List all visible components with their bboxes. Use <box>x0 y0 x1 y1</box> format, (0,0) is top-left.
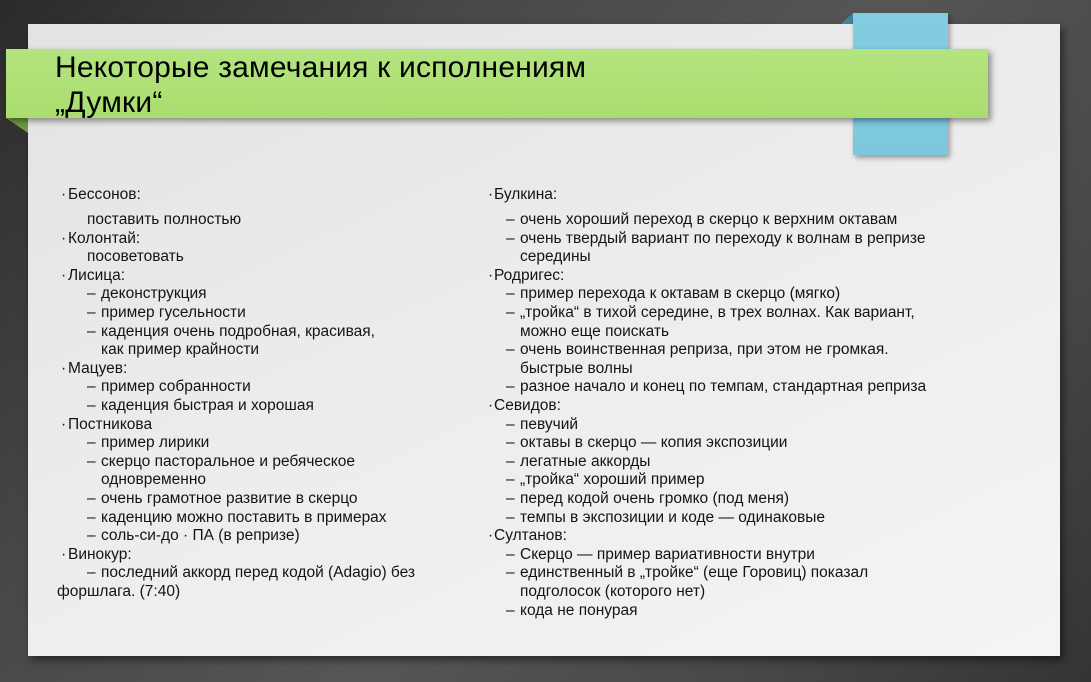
bullet-dot: · <box>61 229 67 247</box>
bullet-dash: – <box>87 564 96 582</box>
bullet-dash: – <box>87 378 96 396</box>
line-text: форшлага. (7:40) <box>57 582 181 600</box>
line-text: как пример крайности <box>101 341 260 359</box>
line-text: скерцо пасторальное и ребяческое <box>101 452 355 470</box>
list-line <box>56 434 484 453</box>
line-text: пример лирики <box>101 434 210 452</box>
line-text: очень твердый вариант по переходу к волнам в репризе <box>520 229 926 247</box>
line-text: каденцию можно поставить в примерах <box>101 508 387 526</box>
bullet-dash: – <box>87 304 96 322</box>
notes-column-right <box>488 186 988 620</box>
notes-column-left <box>56 186 484 602</box>
list-line <box>488 527 988 546</box>
line-text: очень грамотное развитие в скерцо <box>101 490 358 507</box>
bullet-dash: – <box>506 229 515 247</box>
line-text: Севидов: <box>494 397 561 415</box>
line-text: поставить полностью <box>87 211 242 229</box>
line-text: можно еще поискать <box>520 322 670 340</box>
bullet-dash: – <box>87 508 96 526</box>
list-line <box>488 360 988 379</box>
line-text: соль-си-до · ПА (в репризе) <box>101 527 300 545</box>
list-line <box>488 378 988 397</box>
list-line <box>488 323 988 342</box>
line-text: одновременно <box>101 471 206 489</box>
line-text: октавы в скерцо — копия экспозиции <box>520 434 788 452</box>
list-line <box>56 546 484 565</box>
list-line <box>56 378 484 397</box>
title-banner <box>6 49 988 118</box>
bullet-dash: – <box>87 322 96 340</box>
list-line <box>56 583 484 602</box>
list-line <box>488 471 988 490</box>
bullet-dash: – <box>87 285 96 303</box>
list-line <box>56 564 484 583</box>
bullet-dash: – <box>506 508 515 526</box>
bullet-dot: · <box>61 186 67 203</box>
list-line <box>488 248 988 267</box>
line-text: очень воинственная реприза, при этом не громкая. <box>520 341 889 359</box>
line-text: Султанов: <box>494 527 567 545</box>
bullet-dash: – <box>506 285 515 303</box>
line-text: Колонтай: <box>68 229 141 247</box>
line-text: Лисица: <box>68 266 126 284</box>
line-text: посоветовать <box>87 248 184 266</box>
list-line <box>488 546 988 565</box>
bullet-dash: – <box>87 527 96 545</box>
list-line <box>56 453 484 472</box>
page-title-line1: Некоторые замечания к исполнениям <box>55 51 587 84</box>
blue-ribbon-fold <box>841 13 853 24</box>
line-text: кода не понурая <box>520 601 638 619</box>
bullet-dot: · <box>488 186 494 203</box>
bullet-dash: – <box>87 452 96 470</box>
line-text: Булкина: <box>494 186 558 203</box>
list-line <box>488 602 988 621</box>
list-line <box>56 490 484 509</box>
bullet-dash: – <box>87 434 96 452</box>
bullet-dot: · <box>61 266 67 284</box>
list-line <box>488 509 988 528</box>
list-line <box>56 471 484 490</box>
list-line <box>488 186 988 205</box>
line-text: Скерцо — пример вариативности внутри <box>520 545 815 563</box>
bullet-dot: · <box>488 397 494 415</box>
title-banner-fold <box>6 118 28 133</box>
bullet-dot: · <box>488 266 494 284</box>
list-line <box>56 341 484 360</box>
line-text: темпы в экспозиции и коде — одинаковые <box>520 508 826 526</box>
list-line <box>488 285 988 304</box>
bullet-dash: – <box>87 397 96 415</box>
line-text: пример перехода к октавам в скерцо (мягко) <box>520 285 841 303</box>
bullet-dash: – <box>506 452 515 470</box>
line-text: легатные аккорды <box>520 452 651 470</box>
line-text: каденция быстрая и хорошая <box>101 397 314 415</box>
line-text: деконструкция <box>101 285 207 303</box>
list-line <box>488 230 988 249</box>
line-text: Постникова <box>68 415 153 433</box>
bullet-dash: – <box>506 304 515 322</box>
list-line <box>488 564 988 583</box>
line-text: пример собранности <box>101 378 251 396</box>
bullet-dash: – <box>506 211 515 229</box>
list-line <box>56 248 484 267</box>
bullet-dash: – <box>506 490 515 507</box>
bullet-dot: · <box>61 415 67 433</box>
list-line <box>56 397 484 416</box>
list-line <box>488 267 988 286</box>
list-line <box>488 416 988 435</box>
bullet-dash: – <box>506 601 515 619</box>
line-text: пример гусельности <box>101 304 246 322</box>
list-line <box>488 211 988 230</box>
page-title-line2: „Думки“ <box>55 86 163 119</box>
line-text: Бессонов: <box>68 186 141 203</box>
bullet-dot: · <box>61 359 67 377</box>
list-line <box>56 267 484 286</box>
line-text: каденция очень подробная, красивая, <box>101 322 375 340</box>
list-line <box>56 230 484 249</box>
line-text: последний аккорд перед кодой (Adagio) без <box>101 564 416 582</box>
list-line <box>488 304 988 323</box>
list-line <box>56 304 484 323</box>
bullet-dot: · <box>488 527 494 545</box>
bullet-dash: – <box>506 415 515 433</box>
bullet-dash: – <box>87 490 96 507</box>
list-line <box>56 509 484 528</box>
line-text: разное начало и конец по темпам, стандартная реприза <box>520 378 927 396</box>
bullet-dash: – <box>506 341 515 359</box>
bullet-dot: · <box>61 545 67 563</box>
line-text: Винокур: <box>68 545 132 563</box>
line-text: быстрые волны <box>520 359 633 377</box>
line-text: единственный в „тройке“ (еще Горовиц) показал <box>520 564 869 582</box>
list-line <box>488 434 988 453</box>
bullet-dash: – <box>506 434 515 452</box>
bullet-dash: – <box>506 564 515 582</box>
bullet-dash: – <box>506 545 515 563</box>
list-line <box>488 341 988 360</box>
list-line <box>56 416 484 435</box>
list-line <box>488 453 988 472</box>
bullet-dash: – <box>506 471 515 489</box>
line-text: „тройка“ хороший пример <box>520 471 705 489</box>
line-text: перед кодой очень громко (под меня) <box>520 490 790 507</box>
list-line <box>488 583 988 602</box>
list-line <box>56 285 484 304</box>
line-text: Родригес: <box>494 266 565 284</box>
list-line <box>488 397 988 416</box>
bullet-dash: – <box>506 378 515 396</box>
list-line <box>56 527 484 546</box>
list-line <box>56 186 484 205</box>
line-text: певучий <box>520 415 579 433</box>
line-text: очень хороший переход в скерцо к верхним октавам <box>520 211 898 229</box>
line-text: „тройка“ в тихой середине, в трех волнах. Как вариант, <box>520 304 915 322</box>
line-text: подголосок (которого нет) <box>520 582 706 600</box>
list-line <box>56 211 484 230</box>
list-line <box>56 360 484 379</box>
list-line <box>488 490 988 509</box>
page-title <box>6 49 988 120</box>
line-text: середины <box>520 248 591 266</box>
line-text: Мацуев: <box>68 359 128 377</box>
list-line <box>56 323 484 342</box>
